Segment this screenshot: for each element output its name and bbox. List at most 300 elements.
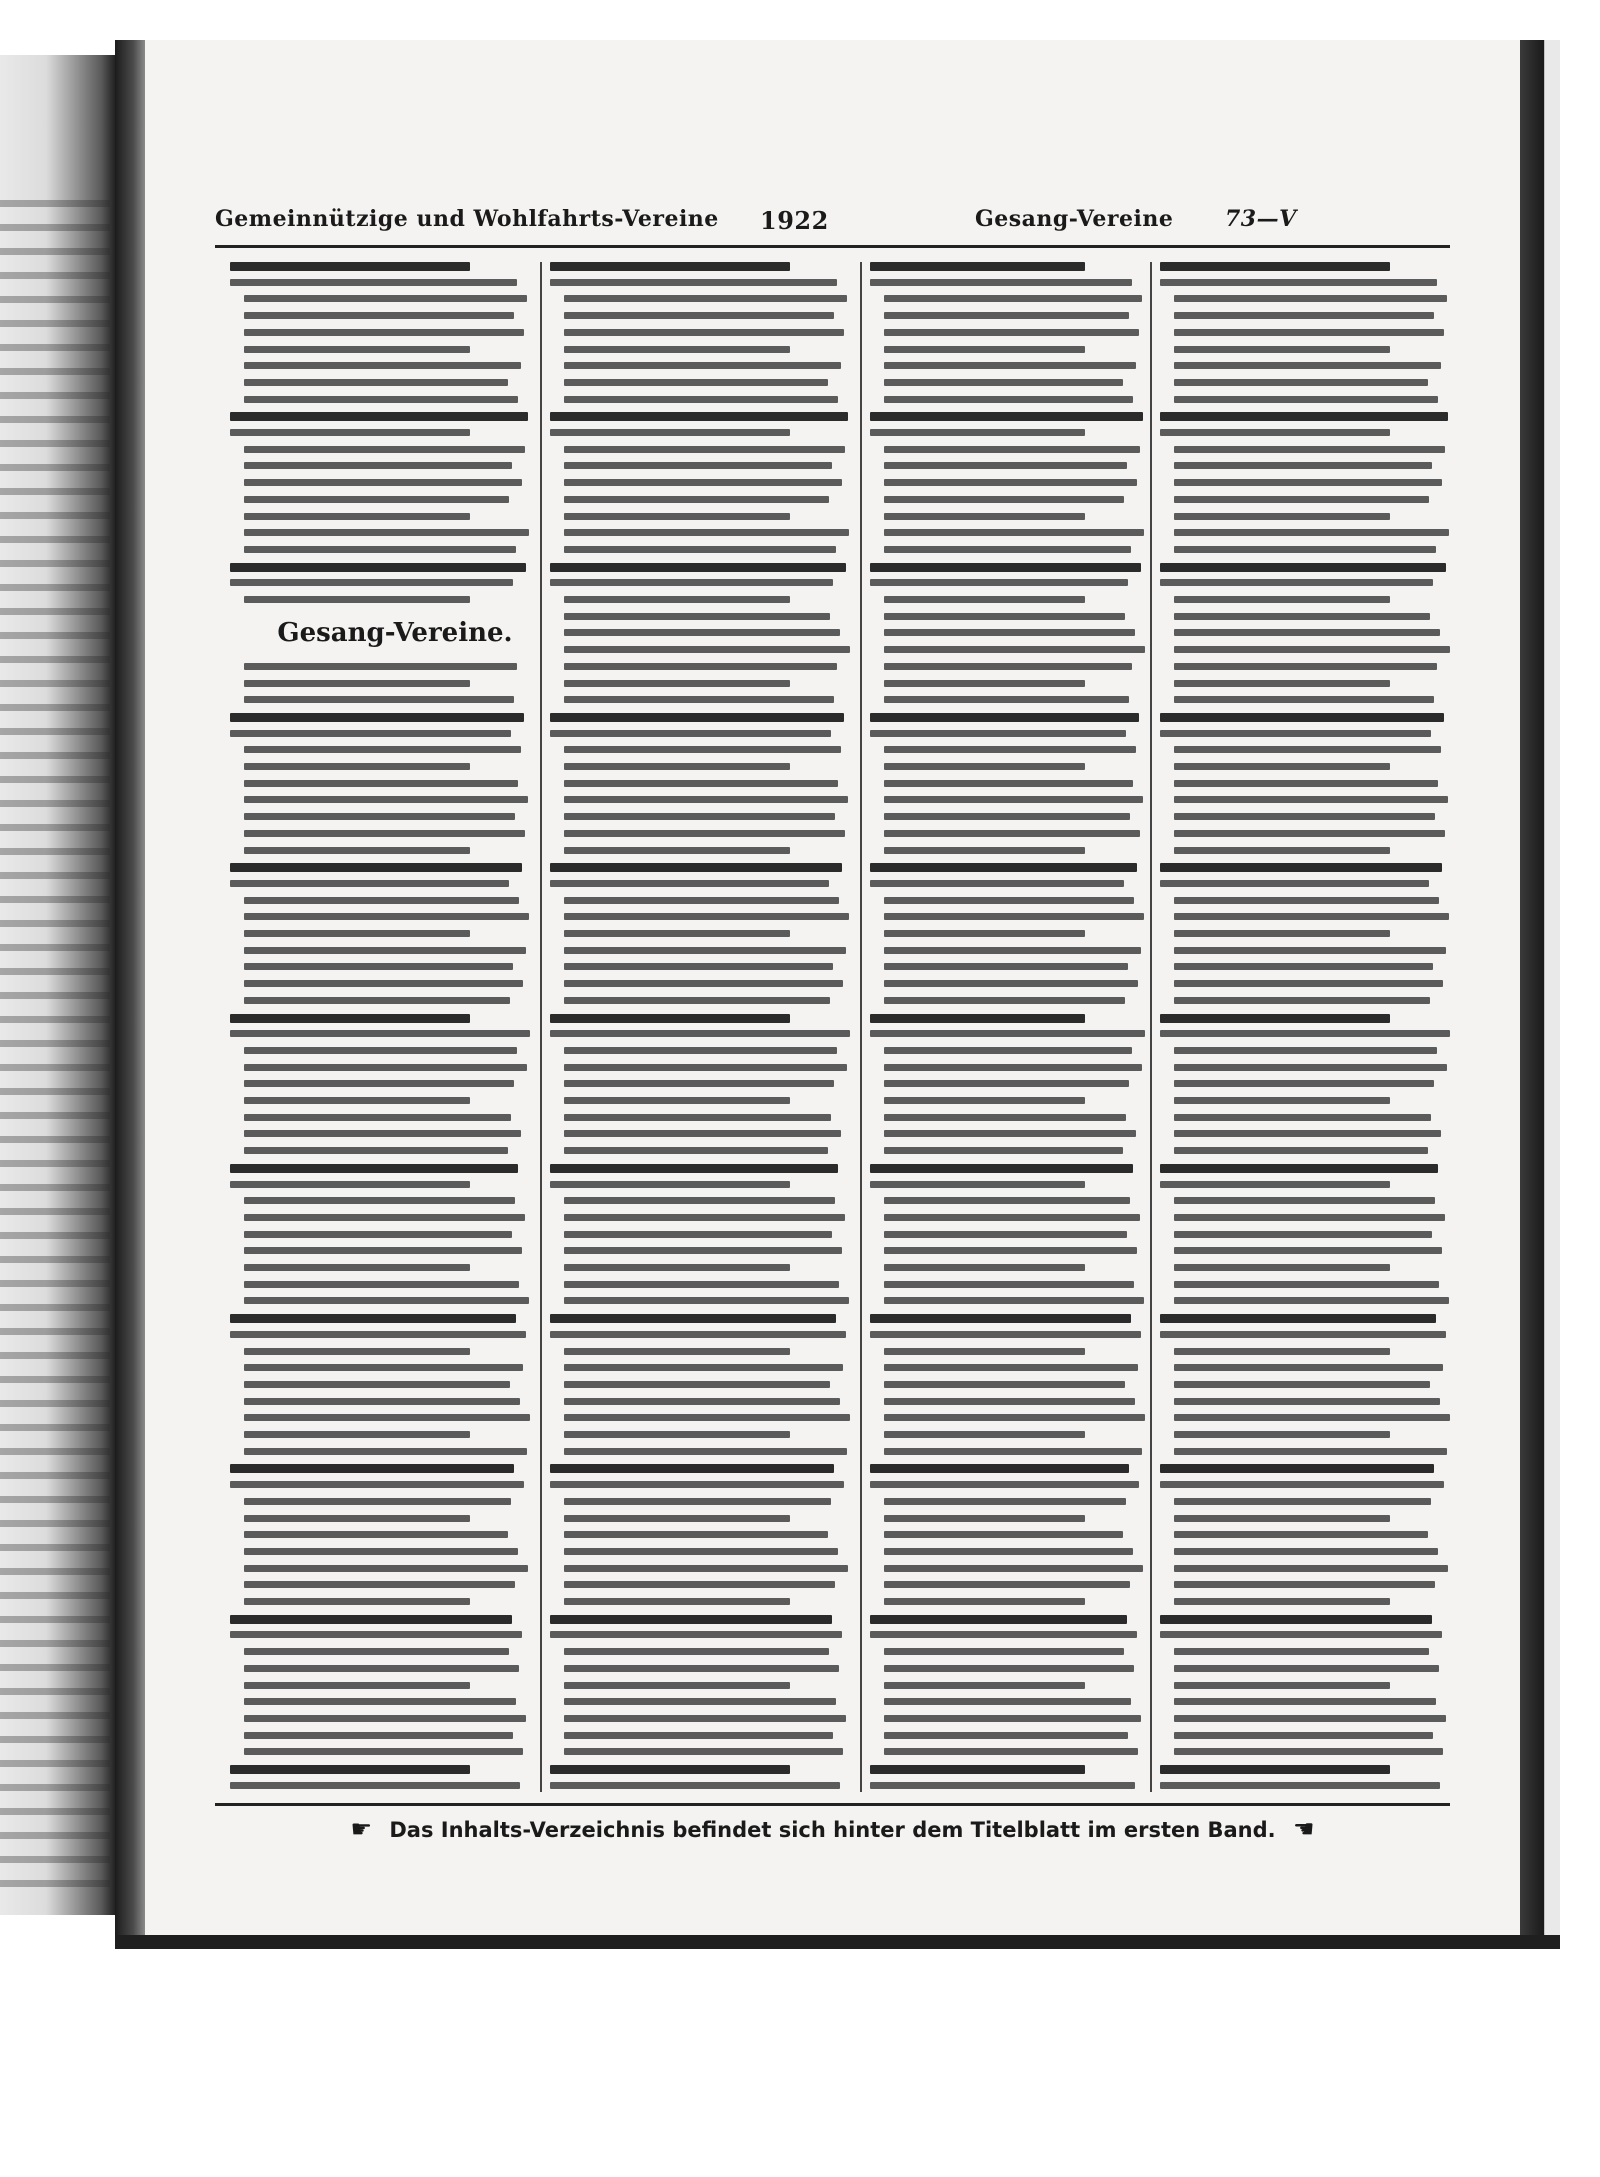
text-line	[1174, 830, 1445, 837]
header-rule	[215, 245, 1450, 248]
column-1	[230, 262, 530, 1792]
text-line	[244, 1515, 470, 1522]
text-line	[564, 1581, 835, 1588]
text-line	[564, 362, 841, 369]
text-line	[244, 1398, 520, 1405]
text-line	[884, 529, 1144, 536]
text-line	[244, 1665, 519, 1672]
text-line	[884, 362, 1136, 369]
text-line	[884, 913, 1144, 920]
text-line	[1174, 513, 1390, 520]
text-line	[564, 1197, 835, 1204]
text-line	[550, 262, 790, 271]
text-line	[1174, 362, 1441, 369]
text-line	[884, 963, 1128, 970]
text-line	[244, 1130, 521, 1137]
text-line	[230, 429, 470, 436]
text-line	[1174, 980, 1443, 987]
text-line	[230, 412, 528, 421]
text-line	[244, 312, 514, 319]
text-line	[884, 546, 1131, 553]
text-line	[550, 1765, 790, 1774]
text-line	[244, 1214, 525, 1221]
text-line	[244, 1147, 508, 1154]
text-line	[884, 1197, 1130, 1204]
text-line	[244, 1080, 514, 1087]
text-line	[884, 1665, 1134, 1672]
text-line	[1174, 1648, 1429, 1655]
text-line	[1174, 1080, 1434, 1087]
text-line	[1160, 279, 1437, 286]
text-line	[244, 1715, 526, 1722]
text-line	[230, 880, 509, 887]
right-page-edge	[1520, 40, 1560, 1940]
text-line	[244, 1698, 516, 1705]
text-line	[230, 262, 470, 271]
text-line	[564, 830, 845, 837]
text-line	[244, 1197, 515, 1204]
text-line	[244, 1548, 518, 1555]
text-line	[244, 1381, 510, 1388]
text-line	[564, 1648, 829, 1655]
text-line	[884, 1097, 1085, 1104]
text-line	[550, 1164, 838, 1173]
text-line	[884, 396, 1133, 403]
text-line	[244, 379, 508, 386]
text-line	[1174, 796, 1448, 803]
text-line	[244, 1264, 470, 1271]
text-line	[550, 279, 837, 286]
text-line	[1174, 947, 1446, 954]
text-line	[884, 663, 1132, 670]
text-line	[1160, 1631, 1442, 1638]
text-line	[884, 1565, 1143, 1572]
text-line	[1174, 1114, 1431, 1121]
text-line	[564, 462, 832, 469]
text-line	[1174, 847, 1390, 854]
text-line	[1174, 479, 1442, 486]
text-line	[1174, 1498, 1431, 1505]
text-line	[244, 947, 526, 954]
text-line	[1174, 1565, 1448, 1572]
text-line	[564, 680, 790, 687]
text-line	[564, 546, 836, 553]
text-line	[1174, 780, 1438, 787]
text-line	[244, 1348, 470, 1355]
text-line	[870, 1631, 1137, 1638]
text-line	[244, 1581, 515, 1588]
text-line	[230, 1765, 470, 1774]
text-line	[1174, 1682, 1390, 1689]
text-line	[1160, 863, 1442, 872]
text-line	[244, 980, 523, 987]
text-line	[244, 1732, 513, 1739]
text-line	[884, 1431, 1085, 1438]
text-line	[244, 796, 528, 803]
text-line	[884, 1064, 1142, 1071]
text-line	[564, 1498, 831, 1505]
text-line	[564, 813, 835, 820]
text-line	[244, 1682, 470, 1689]
text-line	[870, 1030, 1145, 1037]
text-line	[564, 1297, 849, 1304]
text-line	[244, 446, 525, 453]
text-line	[564, 1565, 848, 1572]
text-line	[1174, 763, 1390, 770]
text-line	[1174, 963, 1433, 970]
text-line	[244, 1247, 522, 1254]
text-line	[870, 1314, 1131, 1323]
text-line	[884, 1548, 1133, 1555]
text-line	[884, 1448, 1142, 1455]
text-line	[884, 1748, 1138, 1755]
text-line	[884, 1130, 1136, 1137]
text-line	[564, 479, 842, 486]
text-line	[1174, 1581, 1435, 1588]
text-line	[1174, 1047, 1437, 1054]
text-line	[1174, 1414, 1450, 1421]
column-divider	[1150, 262, 1152, 1792]
text-line	[244, 1114, 511, 1121]
text-line	[884, 379, 1123, 386]
text-line	[1174, 1348, 1390, 1355]
text-line	[230, 579, 513, 586]
text-line	[870, 579, 1128, 586]
text-line	[1160, 1481, 1444, 1488]
text-line	[564, 997, 830, 1004]
text-line	[1174, 696, 1434, 703]
text-line	[1174, 329, 1444, 336]
text-line	[244, 346, 470, 353]
text-line	[1160, 730, 1431, 737]
text-line	[1174, 746, 1441, 753]
text-line	[564, 1598, 790, 1605]
text-line	[564, 663, 837, 670]
text-line	[884, 1682, 1085, 1689]
text-line	[884, 1414, 1145, 1421]
text-line	[1174, 312, 1434, 319]
text-line	[884, 1698, 1131, 1705]
text-line	[244, 830, 525, 837]
text-line	[564, 379, 828, 386]
text-line	[884, 646, 1145, 653]
text-line	[564, 1431, 790, 1438]
text-line	[884, 947, 1141, 954]
text-line	[884, 1598, 1085, 1605]
text-line	[564, 329, 844, 336]
text-line	[550, 1181, 790, 1188]
text-line	[1174, 295, 1447, 302]
text-line	[244, 1047, 517, 1054]
text-line	[550, 1615, 832, 1624]
text-line	[550, 863, 842, 872]
text-line	[564, 930, 790, 937]
text-line	[244, 997, 510, 1004]
text-line	[884, 1047, 1132, 1054]
text-line	[230, 1314, 516, 1323]
text-line	[244, 1648, 509, 1655]
text-line	[884, 1114, 1126, 1121]
footer-notice-line	[215, 1815, 1450, 1855]
text-line	[1174, 813, 1435, 820]
text-line	[884, 763, 1085, 770]
text-line	[1160, 1765, 1390, 1774]
text-line	[564, 629, 840, 636]
text-line	[564, 646, 850, 653]
text-line	[870, 1181, 1085, 1188]
text-line	[1174, 1231, 1432, 1238]
pointing-hand-right-icon: ☛	[350, 1815, 373, 1843]
text-line	[870, 1782, 1135, 1789]
text-line	[870, 429, 1085, 436]
text-line	[884, 1281, 1134, 1288]
text-line	[230, 730, 511, 737]
text-line	[1160, 1014, 1390, 1023]
text-line	[244, 329, 524, 336]
text-line	[884, 1247, 1137, 1254]
text-line	[884, 1531, 1123, 1538]
text-line	[244, 462, 512, 469]
text-line	[564, 1264, 790, 1271]
text-line	[1174, 1264, 1390, 1271]
text-line	[1160, 262, 1390, 271]
text-line	[884, 1498, 1126, 1505]
text-line	[884, 1732, 1128, 1739]
text-line	[550, 1481, 844, 1488]
text-line	[1174, 930, 1390, 937]
text-line	[244, 1414, 530, 1421]
text-line	[1174, 1748, 1443, 1755]
text-line	[230, 1331, 526, 1338]
text-line	[1174, 663, 1437, 670]
text-line	[884, 796, 1143, 803]
text-line	[1174, 346, 1390, 353]
column-divider	[860, 262, 862, 1792]
text-line	[564, 613, 830, 620]
column-2	[550, 262, 850, 1792]
text-line	[550, 1631, 842, 1638]
text-line	[870, 880, 1124, 887]
text-line	[564, 1231, 832, 1238]
text-line	[244, 295, 527, 302]
text-line	[550, 1464, 834, 1473]
text-line	[870, 863, 1137, 872]
text-line	[1174, 379, 1428, 386]
text-line	[884, 997, 1125, 1004]
text-line	[1174, 1431, 1390, 1438]
text-line	[1174, 1598, 1390, 1605]
text-line	[884, 295, 1142, 302]
text-line	[564, 496, 829, 503]
text-line	[870, 563, 1141, 572]
header-section-left: Gemeinnützige und Wohlfahrts-Vereine	[215, 206, 719, 232]
text-line	[884, 513, 1085, 520]
text-line	[550, 429, 790, 436]
text-line	[1174, 529, 1449, 536]
text-line	[870, 412, 1143, 421]
text-line	[884, 496, 1124, 503]
text-line	[564, 1348, 790, 1355]
text-line	[870, 1014, 1085, 1023]
text-line	[884, 1515, 1085, 1522]
text-line	[1174, 629, 1440, 636]
text-line	[244, 930, 470, 937]
text-line	[1174, 1281, 1439, 1288]
text-line	[230, 1164, 518, 1173]
text-line	[1174, 546, 1436, 553]
text-line	[550, 880, 829, 887]
text-line	[244, 746, 521, 753]
text-line	[244, 680, 470, 687]
text-line	[884, 329, 1139, 336]
text-line	[564, 780, 838, 787]
text-line	[244, 847, 470, 854]
text-line	[884, 312, 1129, 319]
text-line	[550, 1782, 840, 1789]
text-line	[564, 897, 839, 904]
text-line	[244, 1364, 523, 1371]
text-line	[564, 1247, 842, 1254]
text-line	[884, 346, 1085, 353]
text-line	[564, 763, 790, 770]
text-line	[1160, 1464, 1434, 1473]
text-line	[870, 262, 1085, 271]
text-line	[564, 396, 838, 403]
text-line	[244, 529, 529, 536]
text-line	[564, 1130, 841, 1137]
text-line	[564, 1364, 843, 1371]
text-line	[870, 1481, 1139, 1488]
text-line	[244, 1064, 527, 1071]
text-line	[564, 1214, 845, 1221]
text-line	[1174, 913, 1449, 920]
text-line	[244, 1297, 529, 1304]
text-line	[564, 1398, 840, 1405]
text-line	[230, 713, 524, 722]
text-line	[1160, 880, 1429, 887]
left-page-text-fragments	[0, 200, 110, 1900]
text-line	[884, 930, 1085, 937]
text-line	[244, 763, 470, 770]
text-line	[550, 1314, 836, 1323]
text-line	[230, 1782, 520, 1789]
text-line	[1160, 1314, 1436, 1323]
section-heading: Gesang-Vereine.	[277, 618, 513, 648]
header-year: 1922	[760, 206, 829, 235]
text-line	[1174, 1732, 1433, 1739]
text-line	[1160, 713, 1444, 722]
text-line	[870, 713, 1139, 722]
text-line	[1174, 1197, 1435, 1204]
text-line	[564, 529, 849, 536]
text-line	[870, 1164, 1133, 1173]
text-line	[564, 947, 846, 954]
text-line	[1160, 1331, 1446, 1338]
text-line	[884, 1264, 1085, 1271]
text-line	[244, 1448, 527, 1455]
text-line	[564, 1732, 833, 1739]
text-line	[564, 295, 847, 302]
text-line	[564, 980, 843, 987]
text-line	[1160, 1782, 1440, 1789]
text-line	[884, 1297, 1144, 1304]
text-line	[1174, 1130, 1441, 1137]
text-line	[550, 1331, 846, 1338]
text-line	[564, 1448, 847, 1455]
text-line	[244, 813, 515, 820]
text-line	[244, 513, 470, 520]
text-line	[244, 546, 516, 553]
text-line	[870, 730, 1126, 737]
text-line	[1174, 1381, 1430, 1388]
text-line	[564, 696, 834, 703]
text-line	[884, 1080, 1129, 1087]
text-line	[230, 1030, 530, 1037]
text-line	[230, 1615, 512, 1624]
text-line	[1174, 1515, 1390, 1522]
text-line	[884, 462, 1127, 469]
text-line	[564, 1531, 828, 1538]
text-line	[1174, 1247, 1442, 1254]
text-line	[1174, 1297, 1449, 1304]
text-line	[1174, 1448, 1447, 1455]
text-line	[244, 696, 514, 703]
text-line	[1160, 579, 1433, 586]
text-line	[564, 796, 848, 803]
text-line	[244, 1231, 512, 1238]
text-line	[244, 396, 518, 403]
text-line	[1174, 1064, 1447, 1071]
text-line	[230, 1464, 514, 1473]
text-line	[884, 596, 1085, 603]
text-line	[550, 1030, 850, 1037]
text-line	[564, 513, 790, 520]
text-line	[1174, 1214, 1445, 1221]
text-line	[244, 1281, 519, 1288]
text-line	[884, 1364, 1138, 1371]
text-line	[1174, 1665, 1439, 1672]
text-line	[884, 897, 1134, 904]
column-3	[870, 262, 1170, 1792]
text-line	[884, 1381, 1125, 1388]
text-line	[884, 479, 1137, 486]
text-line	[564, 446, 845, 453]
text-line	[244, 1598, 470, 1605]
text-line	[244, 1748, 523, 1755]
column-divider	[540, 262, 542, 1792]
text-line	[884, 847, 1085, 854]
text-line	[230, 1181, 470, 1188]
header-page-number: 73—V	[1225, 206, 1297, 232]
text-line	[1160, 1615, 1432, 1624]
header-section-right: Gesang-Vereine	[975, 206, 1174, 232]
text-line	[564, 1114, 831, 1121]
text-line	[564, 346, 790, 353]
text-line	[564, 1080, 834, 1087]
text-line	[1160, 1181, 1390, 1188]
text-line	[1174, 496, 1429, 503]
text-line	[884, 613, 1125, 620]
text-line	[1174, 1398, 1440, 1405]
text-line	[550, 563, 846, 572]
text-line	[884, 1348, 1085, 1355]
text-line	[1174, 680, 1390, 687]
text-line	[230, 863, 522, 872]
column-4	[1160, 262, 1460, 1792]
text-line	[244, 496, 509, 503]
text-line	[870, 1615, 1127, 1624]
text-line	[884, 629, 1135, 636]
